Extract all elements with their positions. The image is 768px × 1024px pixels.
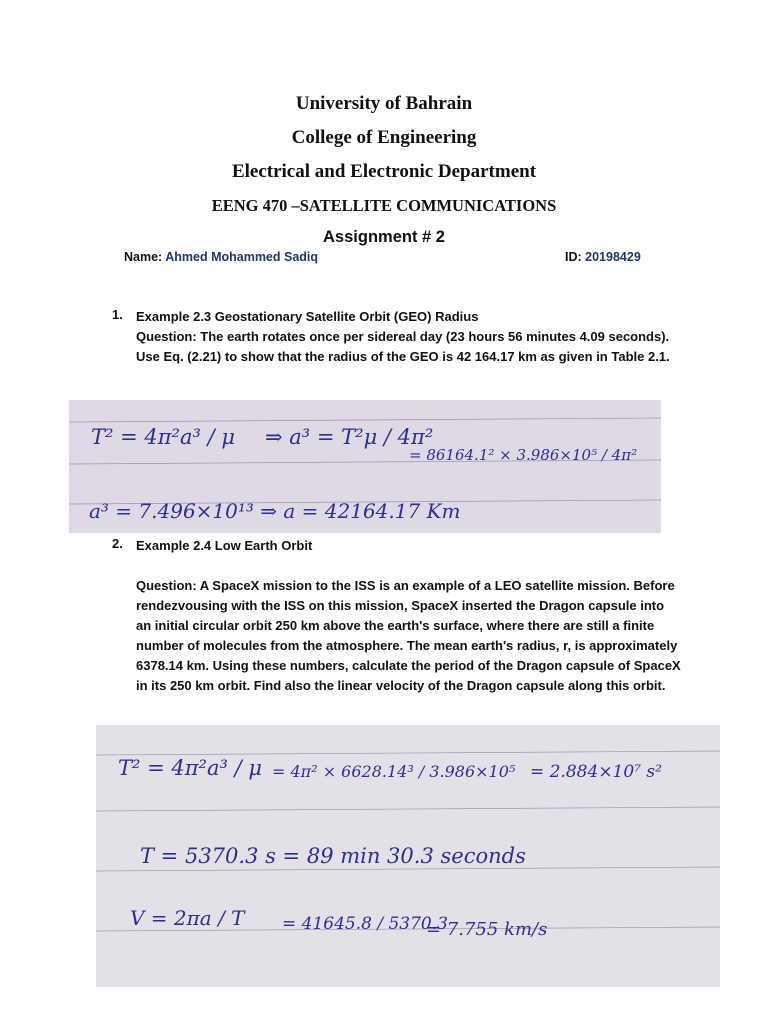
question-1-text: Question: The earth rotates once per sidereal day (23 hours 56 minutes 4.09 seconds). Use Eq. (2.21) to show that the radius of the GEO is 42 164.17 km as given in Table 2.1. [136,329,670,364]
id-value: 20198429 [585,250,641,264]
q2-solution-line2: T = 5370.3 s = 89 min 30.3 seconds [140,844,526,868]
department-title: Electrical and Electronic Department [231,161,537,182]
q2-solution-line3-left: V = 2πa / T [130,906,245,930]
q1-solution-line1-mid: ⇒ a³ = T²μ / 4π² [265,425,434,449]
name-label: Name: [124,250,163,264]
question-2-solution-photo [96,725,720,987]
student-name [124,250,318,264]
q1-solution-line1-left: T² = 4π²a³ / μ [91,425,235,449]
name-value: Ahmed Mohammed Sadiq [165,250,319,264]
university-title: University of Bahrain [295,93,473,114]
college-title: College of Engineering [291,127,477,148]
question-2-text: Question: A SpaceX mission to the ISS is an example of a LEO satellite mission. Before rendezvousing with the ISS on this mission, SpaceX inserted the Dragon capsule into an initial circular orbit 250 km above the earth's surface, where there are still a finite number of molecules from the atmosphere. The mean earth's radius, r, is approximately 6378.14 km. Using these numbers, calculate the period of the Dragon capsule of SpaceX in its 250 km orbit. Find also the linear velocity of the Dragon capsule along this orbit. [136,578,681,693]
q2-solution-line3-right: = 7.755 km/s [426,919,548,940]
question-2-title: Example 2.4 Low Earth Orbit [136,538,313,553]
question-1-title: Example 2.3 Geostationary Satellite Orbit (GEO) Radius [136,309,479,324]
assignment-title: Assignment # 2 [323,228,445,246]
question-1-number: 1. [112,307,123,322]
course-title: EENG 470 –SATELLITE COMMUNICATIONS [211,196,557,215]
question-2-number: 2. [112,536,123,551]
q2-solution-line1-left: T² = 4π²a³ / μ [118,756,262,780]
q2-solution-line1-right: = 2.884×10⁷ s² [530,762,662,782]
q2-solution-line3-mid: = 41645.8 / 5370.3 [282,914,448,934]
question-1-solution-photo [69,400,661,533]
student-id [565,250,641,264]
id-label: ID: [565,250,582,264]
q1-solution-line1-right: = 86164.1² × 3.986×10⁵ / 4π² [409,446,638,464]
q1-solution-line2: a³ = 7.496×10¹³ ⇒ a = 42164.17 Km [89,499,461,523]
q2-solution-line1-mid: = 4π² × 6628.14³ / 3.986×10⁵ [272,762,516,781]
